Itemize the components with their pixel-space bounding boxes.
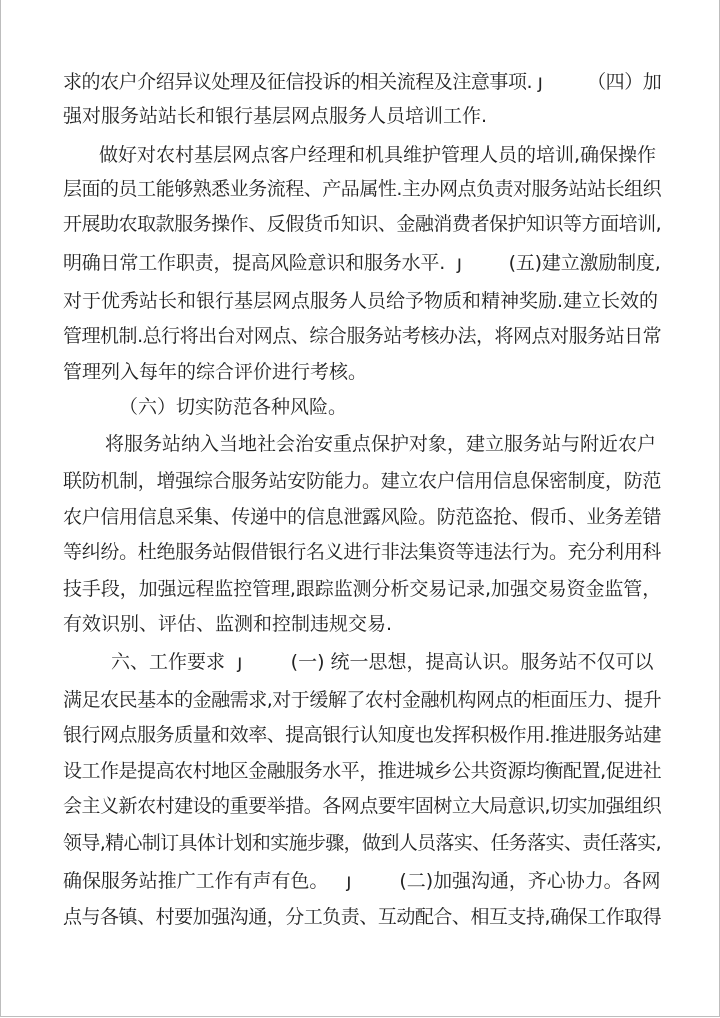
- text-line: 有效识别、评估、监测和控制违规交易.: [63, 613, 393, 635]
- text-line: 层面的员工能够熟悉业务流程、产品属性.主办网点负责对服务站站长组织: [63, 178, 662, 200]
- text-line: 技手段，加强远程监控管理,跟踪监测分析交易记录,加强交易资金监管，: [63, 578, 662, 600]
- text-line: 开展助农取款服务操作、反假货币知识、金融消费者保护知识等方面培训,: [63, 213, 662, 235]
- text-line: 强对服务站站长和银行基层网点服务人员培训工作.: [63, 105, 488, 127]
- section-heading: （六）切实防范各种风险。: [119, 396, 348, 418]
- text-line: 明确日常工作职责，提高风险意识和服务水平. ȷ (五)建立激励制度,: [63, 252, 661, 274]
- text-line: 等纠纷。杜绝服务站假借银行名义进行非法集资等违法行为。充分利用科: [63, 541, 662, 563]
- text-line: 设工作是提高农村地区金融服务水平，推进城乡公共资源均衡配置,促进社: [63, 760, 662, 782]
- text-line: 管理列入每年的综合评价进行考核。: [63, 361, 368, 383]
- text-line: 求的农户介绍异议处理及征信投诉的相关流程及注意事项. ﻿ȷ （四）加: [63, 71, 662, 93]
- text-line: 将服务站纳入当地社会治安重点保护对象，建立服务站与附近农户: [105, 433, 657, 455]
- text-line: 点与各镇、村要加强沟通，分工负责、互动配合、相互支持,确保工作取得: [63, 906, 662, 928]
- text-line: 六、工作要求 ȷ (一) 统一思想，提高认识。服务站不仅可以: [111, 651, 654, 673]
- text-line: 联防机制，增强综合服务站安防能力。建立农户信用信息保密制度，防范: [63, 470, 662, 492]
- text-line: 满足农民基本的金融需求,对于缓解了农村金融机构网点的柜面压力、提升: [63, 689, 662, 711]
- text-line: 确保服务站推广工作有声有色。 ȷ (二)加强沟通，齐心协力。各网: [63, 870, 661, 892]
- text-line: 做好对农村基层网点客户经理和机具维护管理人员的培训,确保操作: [99, 144, 657, 166]
- text-line: 管理机制.总行将出台对网点、综合服务站考核办法，将网点对服务站日常: [63, 325, 662, 347]
- text-line: 农户信用信息采集、传递中的信息泄露风险。防范盗抢、假币、业务差错: [63, 506, 662, 528]
- text-line: 银行网点服务质量和效率、提高银行认知度也发挥积极作用.推进服务站建: [63, 724, 662, 746]
- text-line: 领导,精心制订具体计划和实施步骤，做到人员落实、任务落实、责任落实,: [63, 832, 661, 854]
- text-line: 会主义新农村建设的重要举措。各网点要牢固树立大局意识,切实加强组织: [63, 795, 662, 817]
- text-line: 对于优秀站长和银行基层网点服务人员给予物质和精神奖励.建立长效的: [63, 290, 659, 312]
